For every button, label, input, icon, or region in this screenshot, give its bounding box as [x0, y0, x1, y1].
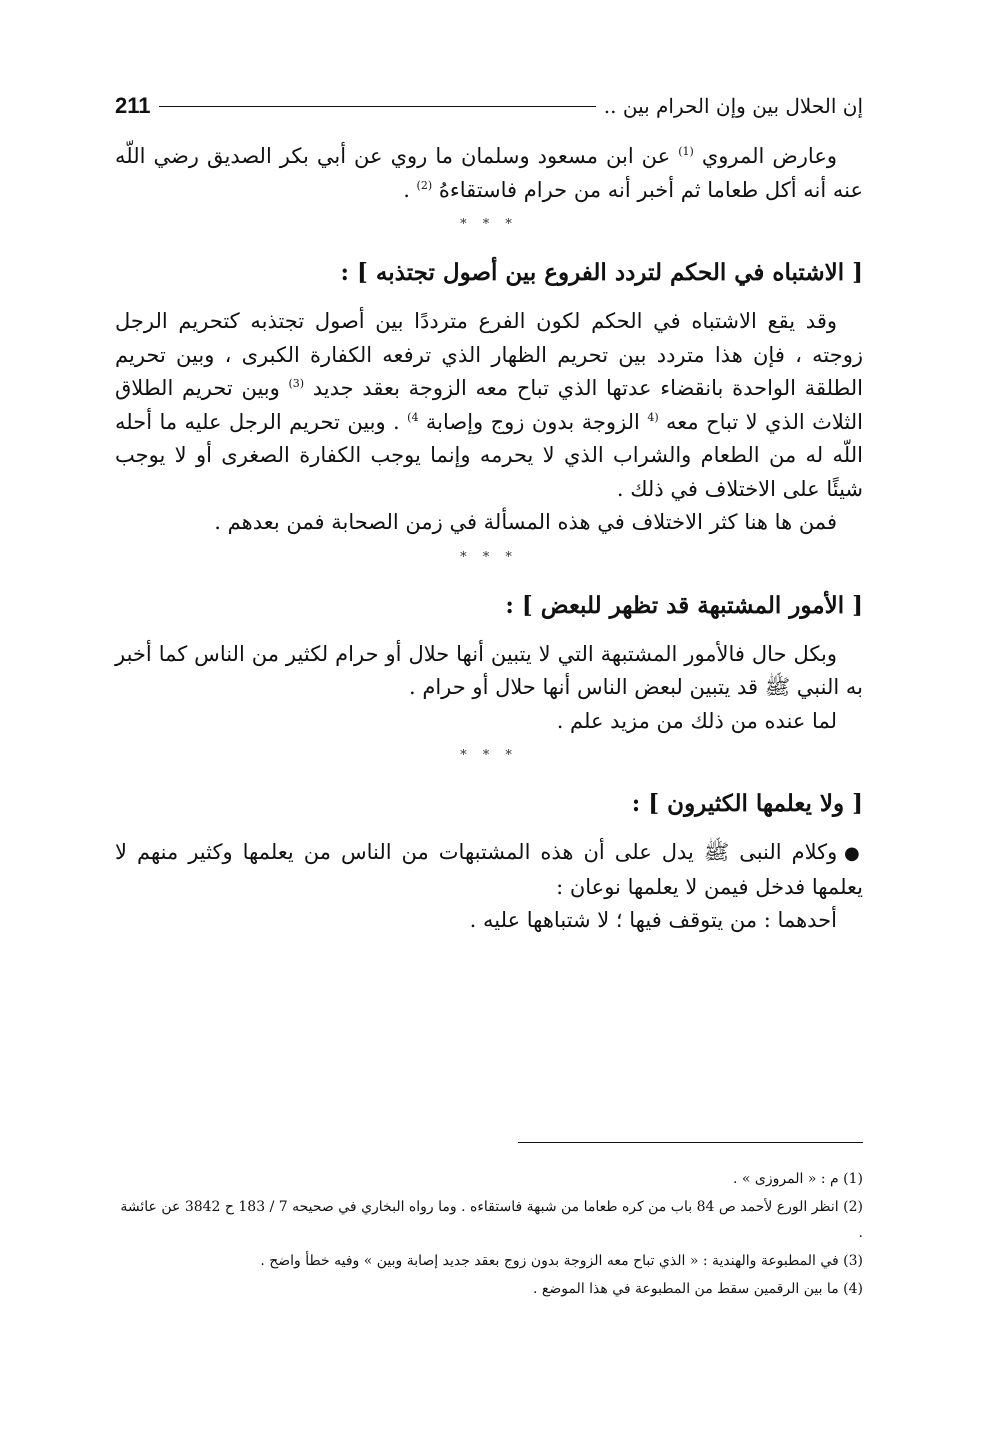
page-number: 211: [115, 93, 151, 118]
bullet-icon: ●: [843, 843, 863, 864]
section1-text-a: وقد يقع الاشتباه في الحكم لكون الفرع مترددًا بين أصول تجتذبه كتحريم الرجل زوجته ، فإن هذا متردد بين تحريم الظهار الذي ترفعه الكفارة الكبرى ، وبين تحريم الطلقة الواحدة بانقضاء عدتها الذي تباح معه الزوجة بعقد جديد: [115, 309, 863, 400]
footnote-ref-1[interactable]: (1): [678, 145, 694, 158]
footnote-2: (2) انظر الورع لأحمد ص 84 باب من كره طعاما من شبهة فاستقاءه . وما رواه البخاري في صحيحه 7 / 183 ح 3842 عن عائشة .: [120, 1199, 863, 1241]
intro-text-3: .: [403, 177, 417, 202]
footnotes: [115, 1166, 863, 1302]
section-heading-2: [ الأمور المشتبهة قد تظهر للبعض ] :: [505, 591, 863, 619]
section-separator-3: * * *: [460, 748, 518, 763]
footnote-ref-4-close[interactable]: 4): [407, 410, 419, 424]
section1-text-c: الزوجة بدون زوج وإصابة: [418, 409, 648, 434]
footnote-4: (4) ما بين الرقمين سقط من المطبوعة في هذا الموضع .: [532, 1281, 863, 1297]
footnote-ref-2[interactable]: (2): [416, 178, 433, 192]
section1-text-d: . وبين تحريم الرجل عليه ما أحله اللّه له من الطعام والشراب الذي لا يحرمه وإنما يوجب الكفارة الصغرى أو لا يوجب شيئًا على الاختلاف في ذلك .: [115, 409, 863, 501]
section-separator-1: * * *: [460, 217, 518, 232]
section3-text: وكلام النبى ﷺ يدل على أن هذه المشتبهات من الناس من يعلمها وكثير منهم لا يعلمها فدخل فيمن لا يعلمها نوعان :: [115, 840, 863, 899]
section1-text-b: وبين تحريم الطلاق الثلاث الذي لا تباح معه: [115, 376, 863, 434]
section3-paragraph-2: أحدهما : من يتوقف فيها ؛ لا شتباهها عليه .: [469, 908, 837, 932]
section2-paragraph-1: وبكل حال فالأمور المشتبهة التي لا يتبين أنها حلال أو حرام لكثير من الناس كما أخبر به النبي ﷺ قد يتبين لبعض الناس أنها حلال أو حرام .: [115, 641, 863, 699]
intro-text: وعارض المروي: [693, 144, 837, 168]
footnote-1: (1) م : « المروزى » .: [733, 1171, 863, 1187]
spacer: [115, 828, 863, 836]
header-rule: [159, 106, 596, 107]
footnote-divider: [518, 1142, 863, 1143]
spacer: [115, 630, 863, 638]
section1-paragraph-2: فمن ها هنا كثر الاختلاف في هذه المسألة في زمن الصحابة فمن بعدهم .: [214, 510, 837, 534]
page-header: [115, 88, 863, 124]
running-title: إن الحلال بين وإن الحرام بين ..: [603, 94, 863, 118]
section2-paragraph-2: لما عنده من ذلك من مزيد علم .: [556, 708, 837, 733]
intro-paragraph: [115, 140, 863, 207]
section3-paragraph-1: [115, 836, 863, 904]
intro-text-2: عن ابن مسعود وسلمان ما روي عن أبي بكر الصديق رضي اللّه عنه أنه أكل طعاما ثم أخبر أنه من حرام فاستقاءهُ: [115, 144, 863, 202]
section-heading-1: [ الاشتباه في الحكم لتردد الفروع بين أصول تجتذبه ] :: [340, 259, 863, 286]
footnote-ref-3[interactable]: (3): [288, 377, 305, 390]
section-heading-3: [ ولا يعلمها الكثيرون ] :: [631, 790, 863, 817]
section1-paragraph-1: [115, 305, 863, 506]
footnote-ref-4-open[interactable]: (4: [647, 410, 659, 424]
main-text: [115, 140, 863, 938]
footnote-3: (3) في المطبوعة والهندية : « الذي تباح معه الزوجة بدون زوج بعقد جديد إصابة وبين » وفيه خطأ واضح .: [260, 1253, 863, 1269]
section-separator-2: * * *: [460, 549, 518, 565]
spacer: [115, 297, 863, 305]
